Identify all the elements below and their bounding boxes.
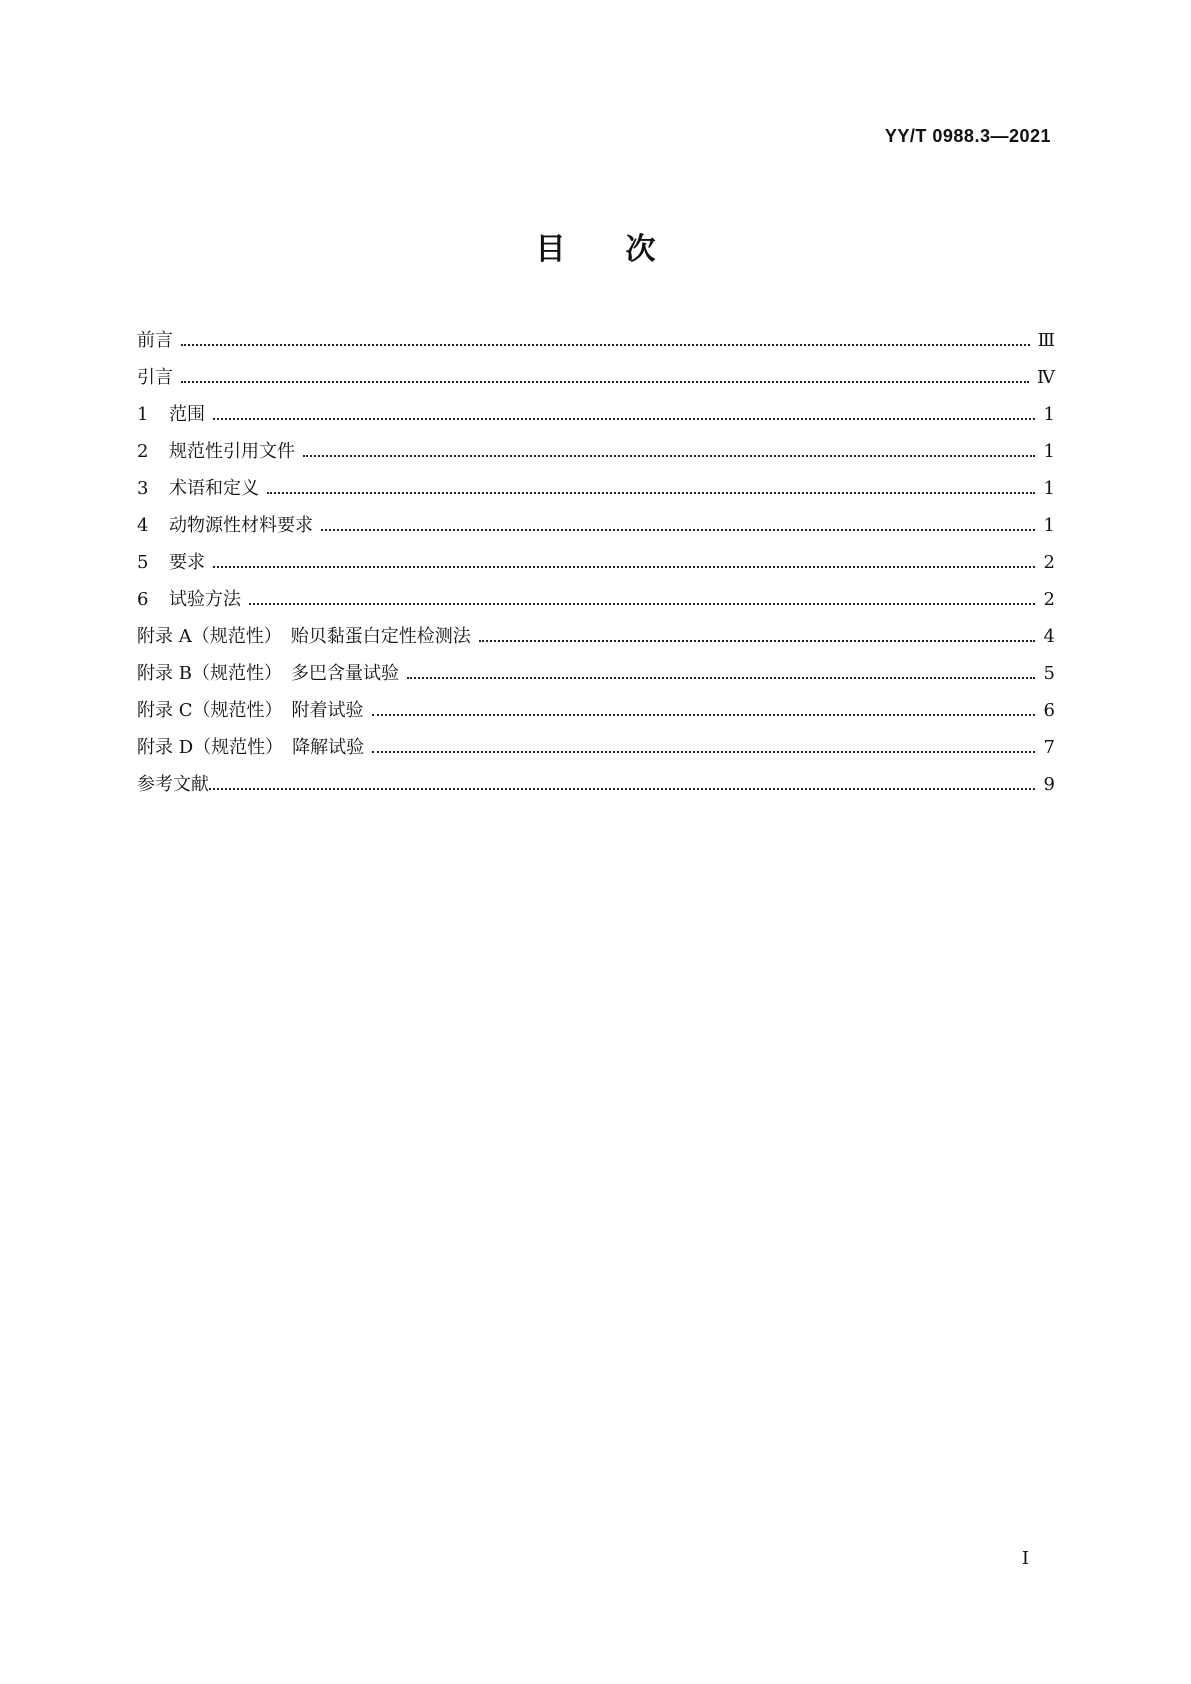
toc-entry[interactable] — [137, 400, 1055, 437]
dot-leader — [321, 529, 1035, 531]
toc-entry-page: 6 — [1043, 700, 1055, 721]
toc-entry-label: 前言 — [137, 330, 173, 351]
toc-entry[interactable] — [137, 770, 1055, 807]
dot-leader — [249, 603, 1035, 605]
toc-entry[interactable] — [137, 474, 1055, 511]
toc-entry-number: 5 — [137, 552, 149, 573]
toc-entry-page: 2 — [1043, 552, 1055, 573]
toc-entry-label: 附录 D（规范性） 降解试验 — [137, 737, 365, 758]
dot-leader — [479, 640, 1035, 642]
standard-number: YY/T 0988.3—2021 — [884, 126, 1051, 146]
toc-entry-page: 1 — [1043, 441, 1055, 462]
toc-entry-label: 动物源性材料要求 — [169, 515, 313, 536]
toc-entry-page: 9 — [1043, 774, 1055, 795]
dot-leader — [213, 566, 1035, 568]
toc-entry[interactable] — [137, 511, 1055, 548]
toc-entry[interactable] — [137, 363, 1055, 400]
dot-leader — [372, 714, 1036, 716]
toc-entry[interactable] — [137, 696, 1055, 733]
toc-entry-page: Ⅲ — [1037, 330, 1055, 351]
toc-entry-number: 4 — [137, 515, 149, 536]
toc-entry[interactable] — [137, 659, 1055, 696]
toc-entry-number: 3 — [137, 478, 149, 499]
toc-entry[interactable] — [137, 733, 1055, 770]
toc-entry[interactable] — [137, 548, 1055, 585]
toc-entry-label: 术语和定义 — [169, 478, 259, 499]
toc-entry-page: 1 — [1043, 404, 1055, 425]
toc-entry-label: 规范性引用文件 — [169, 441, 295, 462]
toc-entry[interactable] — [137, 585, 1055, 622]
dot-leader — [303, 455, 1035, 457]
toc-entry-page: 1 — [1043, 478, 1055, 499]
dot-leader — [372, 751, 1035, 753]
toc-entry-number: 6 — [137, 589, 149, 610]
toc-entry-page: Ⅳ — [1037, 367, 1055, 388]
toc-entry[interactable] — [137, 326, 1055, 363]
toc-entry-label: 引言 — [137, 367, 173, 388]
toc-entry[interactable] — [137, 437, 1055, 474]
toc-entry-label: 附录 B（规范性） 多巴含量试验 — [137, 663, 399, 684]
dot-leader — [267, 492, 1035, 494]
table-of-contents — [137, 326, 1055, 807]
toc-entry-label: 附录 A（规范性） 贻贝黏蛋白定性检测法 — [137, 626, 471, 647]
toc-entry-page: 7 — [1043, 737, 1055, 758]
page-title: 目 次 — [535, 232, 656, 267]
toc-entry-page: 1 — [1043, 515, 1055, 536]
dot-leader — [407, 677, 1035, 679]
dot-leader — [209, 788, 1035, 790]
toc-entry-number: 2 — [137, 441, 149, 462]
toc-entry-label: 参考文献 — [137, 774, 209, 795]
toc-entry[interactable] — [137, 622, 1055, 659]
toc-entry-number: 1 — [137, 404, 149, 425]
toc-entry-label: 附录 C（规范性） 附着试验 — [137, 700, 364, 721]
toc-entry-label: 要求 — [169, 552, 205, 573]
toc-entry-page: 2 — [1043, 589, 1055, 610]
toc-entry-page: 5 — [1043, 663, 1055, 684]
dot-leader — [181, 344, 1030, 346]
page-number: Ⅰ — [1021, 1548, 1029, 1569]
toc-entry-label: 试验方法 — [169, 589, 241, 610]
toc-entry-label: 范围 — [169, 404, 205, 425]
dot-leader — [181, 381, 1029, 383]
dot-leader — [213, 418, 1035, 420]
toc-entry-page: 4 — [1043, 626, 1055, 647]
